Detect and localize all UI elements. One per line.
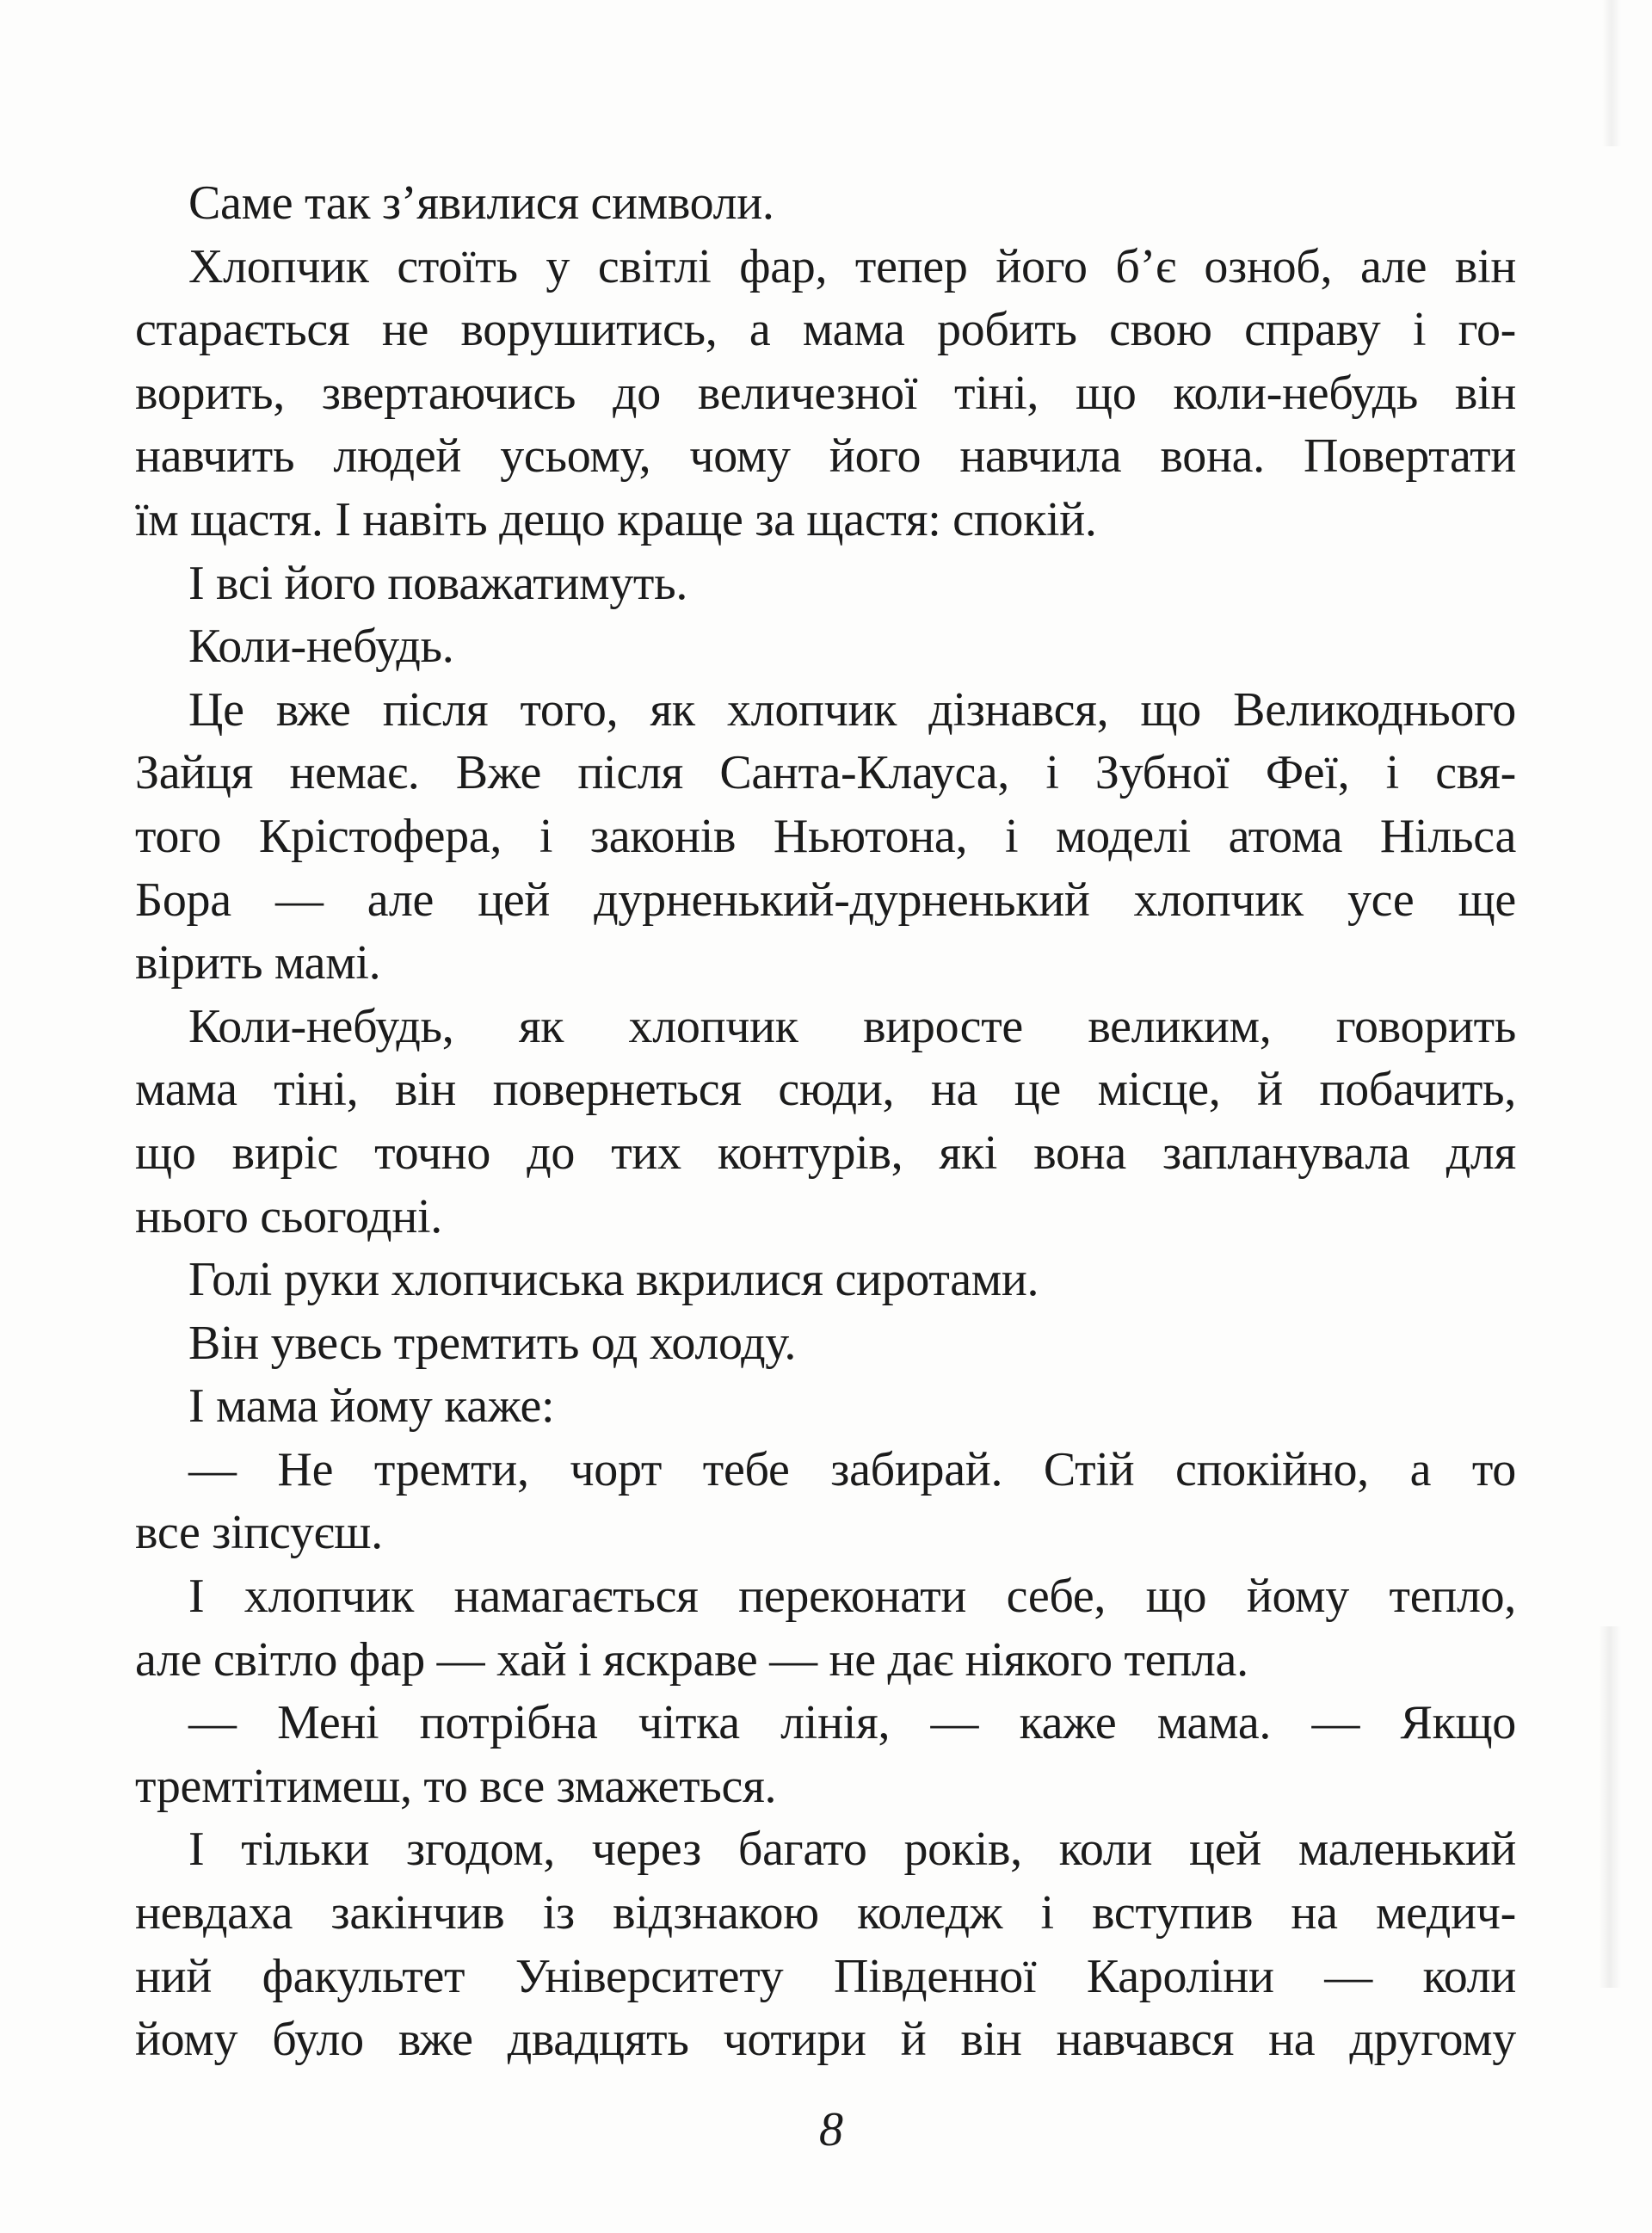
text-line: І тільки згодом, через багато років, коли цей маленький (188, 1823, 1516, 1877)
text-line: — Не тремти, чорт тебе забирай. Стій спокійно, а то (188, 1442, 1516, 1496)
text-line: — Мені потрібна чітка лінія, — каже мама. — Якщо (188, 1696, 1516, 1750)
text-line: Він увесь тремтить од холоду. (188, 1316, 797, 1370)
scan-artifact-top (1602, 0, 1621, 146)
text-line: того Крістофера, і законів Ньютона, і моделі атома Нільса (135, 809, 1516, 863)
text-line: мама тіні, він повернеться сюди, на це місце, й побачить, (135, 1063, 1516, 1117)
text-line: Коли-небудь, як хлопчик виросте великим, говорить (188, 999, 1516, 1053)
text-line: І всі його поважатимуть. (188, 556, 688, 610)
text-line: що виріс точно до тих контурів, які вона запланувала для (135, 1126, 1516, 1180)
text-line: тремтітимеш, то все змажеться. (135, 1759, 777, 1813)
text-line: вірить мамі. (135, 936, 381, 990)
text-line: нього сьогодні. (135, 1189, 442, 1243)
text-line: Бора — але цей дурненький-дурненький хлопчик усе ще (135, 873, 1516, 927)
text-line: Це вже після того, як хлопчик дізнався, що Великоднього (188, 682, 1516, 737)
text-line: старається не ворушитись, а мама робить свою справу і го- (135, 303, 1516, 357)
text-line: Голі руки хлопчиська вкрилися сиротами. (188, 1253, 1039, 1307)
text-line: ворить, звертаючись до величезної тіні, що коли-небудь він (135, 366, 1516, 420)
page-number: 8 (819, 2103, 843, 2156)
text-line: ний факультет Університету Південної Кароліни — коли (135, 1949, 1516, 2003)
text-line: йому було вже двадцять чотири й він навчався на другому (135, 2013, 1516, 2067)
text-line: І хлопчик намагається переконати себе, що йому тепло, (188, 1570, 1516, 1624)
text-line: їм щастя. І навіть дещо краще за щастя: спокій. (135, 492, 1097, 546)
text-line: навчить людей усьому, чому його навчила вона. Повертати (135, 429, 1516, 484)
text-line: Коли-небудь. (188, 620, 454, 674)
text-line: невдаха закінчив із відзнакою коледж і вступив на медич- (135, 1886, 1516, 1940)
text-line: Хлопчик стоїть у світлі фар, тепер його б’є озноб, але він (188, 239, 1516, 293)
text-line: все зіпсуєш. (135, 1506, 383, 1560)
text-line: Зайця немає. Вже після Санта-Клауса, і Зубної Феї, і свя- (135, 746, 1516, 800)
text-line: І мама йому каже: (188, 1379, 555, 1434)
text-line: але світло фар — хай і яскраве — не дає ніякого тепла. (135, 1632, 1248, 1687)
text-line: Саме так з’явилися символи. (188, 176, 774, 230)
page-body-text (135, 172, 1516, 2072)
scan-artifact-bottom (1599, 1626, 1621, 1988)
